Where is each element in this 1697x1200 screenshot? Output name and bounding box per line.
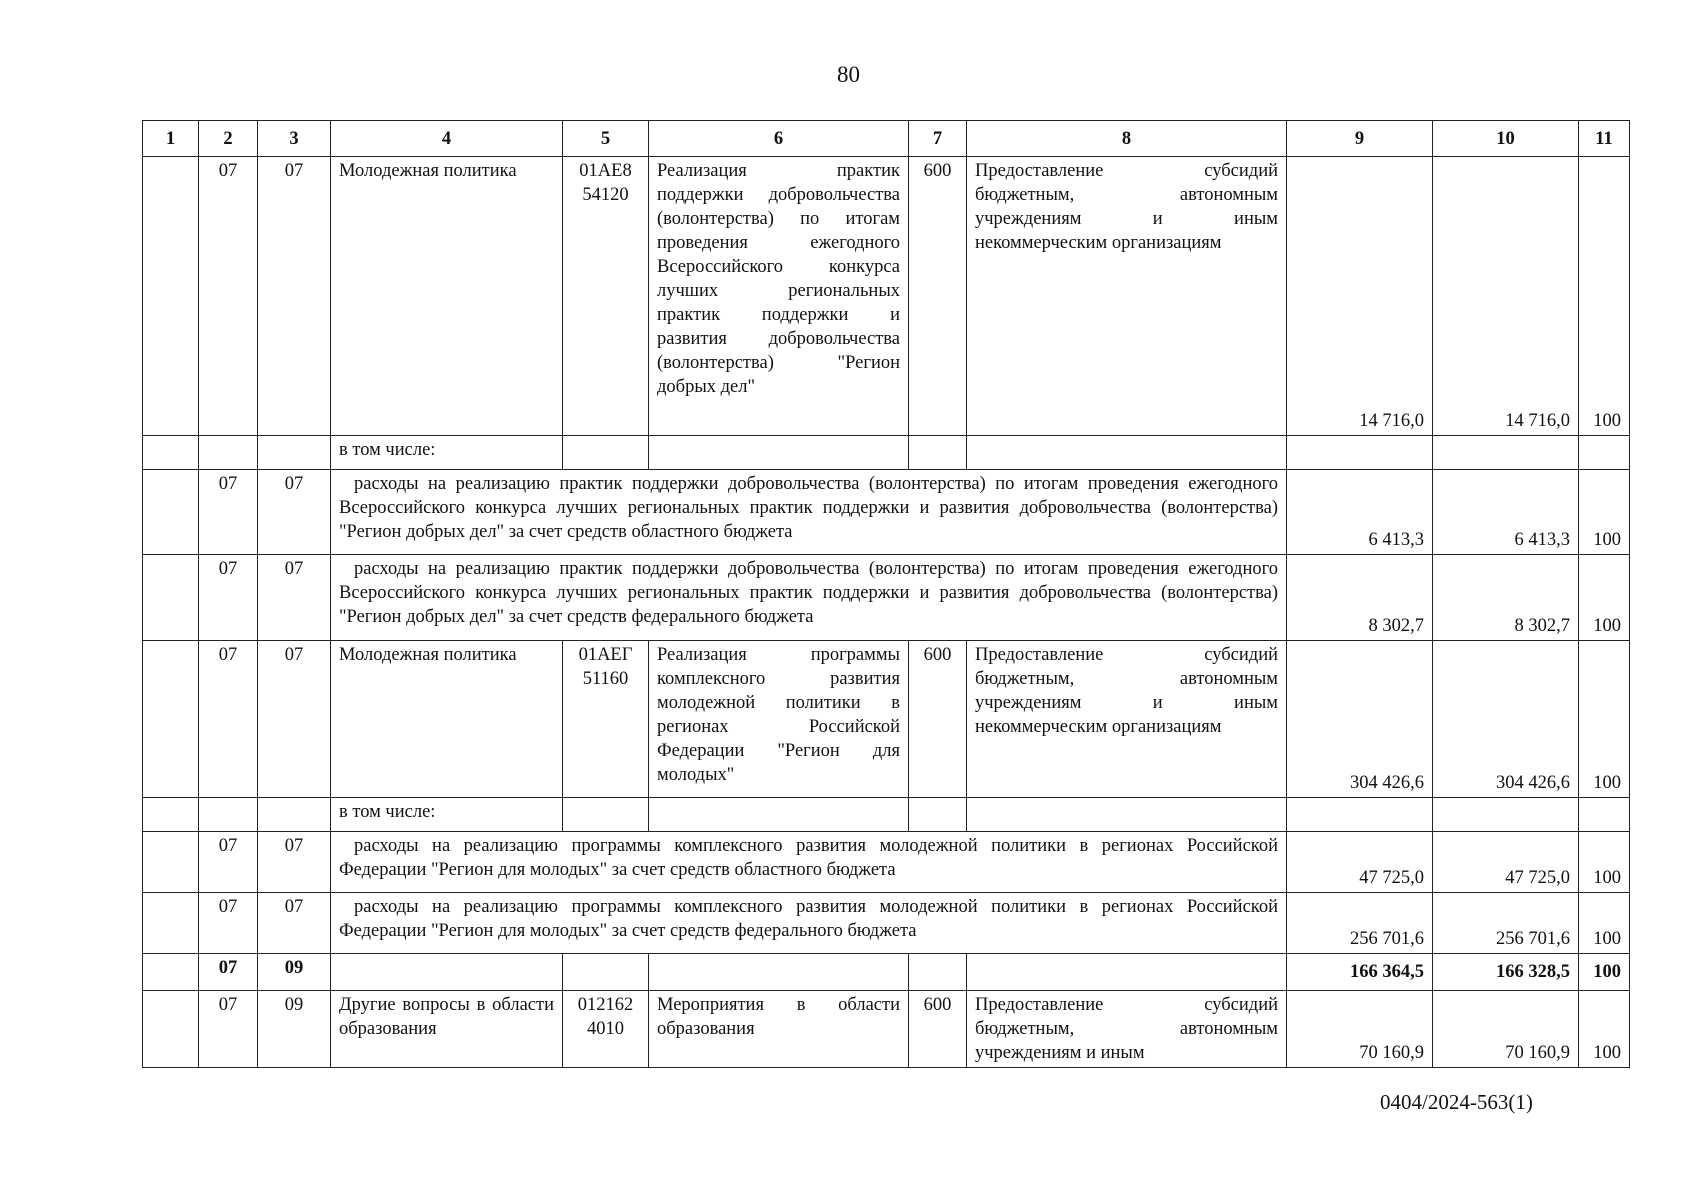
table-row [143,832,1630,893]
cell-section: 07 [199,641,258,798]
cell-empty [1433,798,1579,832]
cell-section: 07 [199,954,258,991]
cell-expense-type: 600 [909,157,967,436]
cell-target-name: Реализация практик поддержки добровольчества (волонтерства) по итогам проведения ежегодного Всероссийского конкурса лучших региональных практик поддержки и развития добровольчества (волонтерства) "Регион добрых дел" [649,157,909,436]
cell-subsection: 07 [258,157,331,436]
cell-amount-10: 8 302,7 [1433,555,1579,641]
cell-empty [1287,436,1433,470]
cell-percent: 100 [1579,157,1630,436]
header-cell: 8 [967,121,1287,157]
cell-subsection: 07 [258,893,331,954]
document-code: 0404/2024-563(1) [1380,1090,1533,1114]
cell-empty [143,798,199,832]
header-cell: 5 [563,121,649,157]
cell-amount-10: 70 160,9 [1433,991,1579,1068]
table-row [143,157,1630,436]
cell-subsection: 07 [258,555,331,641]
header-cell: 1 [143,121,199,157]
cell-section: 07 [199,470,258,555]
cell-empty [909,954,967,991]
cell-empty [1579,436,1630,470]
cell-subsection: 07 [258,470,331,555]
cell-empty [143,893,199,954]
cell-subitem-text: расходы на реализацию программы комплексного развития молодежной политики в регионах Российской Федерации "Регион для молодых" за счет средств областного бюджета [331,832,1287,893]
cell-empty [143,641,199,798]
cell-empty [258,436,331,470]
table-row [143,991,1630,1068]
cell-empty [967,798,1287,832]
cell-empty [143,991,199,1068]
cell-empty [909,436,967,470]
cell-section: 07 [199,157,258,436]
table-row [143,893,1630,954]
cell-section: 07 [199,893,258,954]
cell-amount-10: 304 426,6 [1433,641,1579,798]
cell-amount-10: 47 725,0 [1433,832,1579,893]
cell-amount-10: 14 716,0 [1433,157,1579,436]
cell-amount-9: 47 725,0 [1287,832,1433,893]
table-row [143,641,1630,798]
cell-percent: 100 [1579,954,1630,991]
cell-expense-name: Предоставление субсидий бюджетным, автономным учреждениям и иным некоммерческим организациям [967,641,1287,798]
cell-percent: 100 [1579,555,1630,641]
header-cell: 11 [1579,121,1630,157]
table-row [143,436,1630,470]
cell-expense-type: 600 [909,641,967,798]
cell-subsection: 07 [258,641,331,798]
cell-empty [143,436,199,470]
cell-empty [649,436,909,470]
cell-empty [649,954,909,991]
cell-empty [563,798,649,832]
cell-section: 07 [199,555,258,641]
header-cell: 4 [331,121,563,157]
cell-target-code: 01АЕ8 54120 [563,157,649,436]
cell-empty [199,436,258,470]
cell-amount-9: 8 302,7 [1287,555,1433,641]
header-cell: 3 [258,121,331,157]
cell-target-code: 012162 4010 [563,991,649,1068]
cell-expense-type: 600 [909,991,967,1068]
cell-empty [199,798,258,832]
header-cell: 2 [199,121,258,157]
cell-empty [563,436,649,470]
table-row-total [143,954,1630,991]
cell-amount-9: 14 716,0 [1287,157,1433,436]
cell-name: Другие вопросы в области образования [331,991,563,1068]
cell-amount-9: 304 426,6 [1287,641,1433,798]
cell-amount-10: 256 701,6 [1433,893,1579,954]
cell-percent: 100 [1579,893,1630,954]
cell-amount-9: 70 160,9 [1287,991,1433,1068]
cell-col1 [143,157,199,436]
cell-subsection: 07 [258,832,331,893]
cell-target-name: Мероприятия в области образования [649,991,909,1068]
cell-empty [258,798,331,832]
cell-name: Молодежная политика [331,157,563,436]
cell-subitem-text: расходы на реализацию практик поддержки добровольчества (волонтерства) по итогам проведения ежегодного Всероссийского конкурса лучших региональных практик поддержки и развития добровольчества (волонтерства) "Регион добрых дел" за счет средств областного бюджета [331,470,1287,555]
cell-empty [143,954,199,991]
cell-expense-name: Предоставление субсидий бюджетным, автономным учреждениям и иным некоммерческим организациям [967,157,1287,436]
cell-empty [563,954,649,991]
cell-subitem-text: расходы на реализацию практик поддержки добровольчества (волонтерства) по итогам проведения ежегодного Всероссийского конкурса лучших региональных практик поддержки и развития добровольчества (волонтерства) "Регион добрых дел" за счет средств федерального бюджета [331,555,1287,641]
cell-percent: 100 [1579,641,1630,798]
cell-expense-name: Предоставление субсидий бюджетным, автономным учреждениям и иным [967,991,1287,1068]
cell-empty [143,555,199,641]
table-row [143,555,1630,641]
cell-empty [143,470,199,555]
cell-amount-9: 256 701,6 [1287,893,1433,954]
cell-amount-9: 6 413,3 [1287,470,1433,555]
cell-target-name: Реализация программы комплексного развития молодежной политики в регионах Российской Федерации "Регион для молодых" [649,641,909,798]
cell-including-label: в том числе: [331,798,563,832]
cell-subsection: 09 [258,991,331,1068]
cell-target-code: 01АЕГ 51160 [563,641,649,798]
cell-subitem-text: расходы на реализацию программы комплексного развития молодежной политики в регионах Российской Федерации "Регион для молодых" за счет средств федерального бюджета [331,893,1287,954]
cell-empty [967,954,1287,991]
cell-empty [1433,436,1579,470]
cell-empty [1579,798,1630,832]
cell-percent: 100 [1579,991,1630,1068]
header-cell: 10 [1433,121,1579,157]
cell-empty [649,798,909,832]
header-cell: 9 [1287,121,1433,157]
cell-subsection: 09 [258,954,331,991]
cell-section: 07 [199,991,258,1068]
cell-empty [331,954,563,991]
cell-empty [143,832,199,893]
cell-percent: 100 [1579,832,1630,893]
header-row [143,121,1630,157]
cell-amount-10: 166 328,5 [1433,954,1579,991]
cell-empty [909,798,967,832]
cell-amount-10: 6 413,3 [1433,470,1579,555]
page-number: 80 [837,62,860,87]
cell-section: 07 [199,832,258,893]
header-cell: 7 [909,121,967,157]
table-row [143,470,1630,555]
cell-amount-9: 166 364,5 [1287,954,1433,991]
cell-name: Молодежная политика [331,641,563,798]
header-cell: 6 [649,121,909,157]
cell-empty [1287,798,1433,832]
cell-empty [967,436,1287,470]
cell-percent: 100 [1579,470,1630,555]
budget-table [142,120,1630,1068]
table-row [143,798,1630,832]
cell-including-label: в том числе: [331,436,563,470]
